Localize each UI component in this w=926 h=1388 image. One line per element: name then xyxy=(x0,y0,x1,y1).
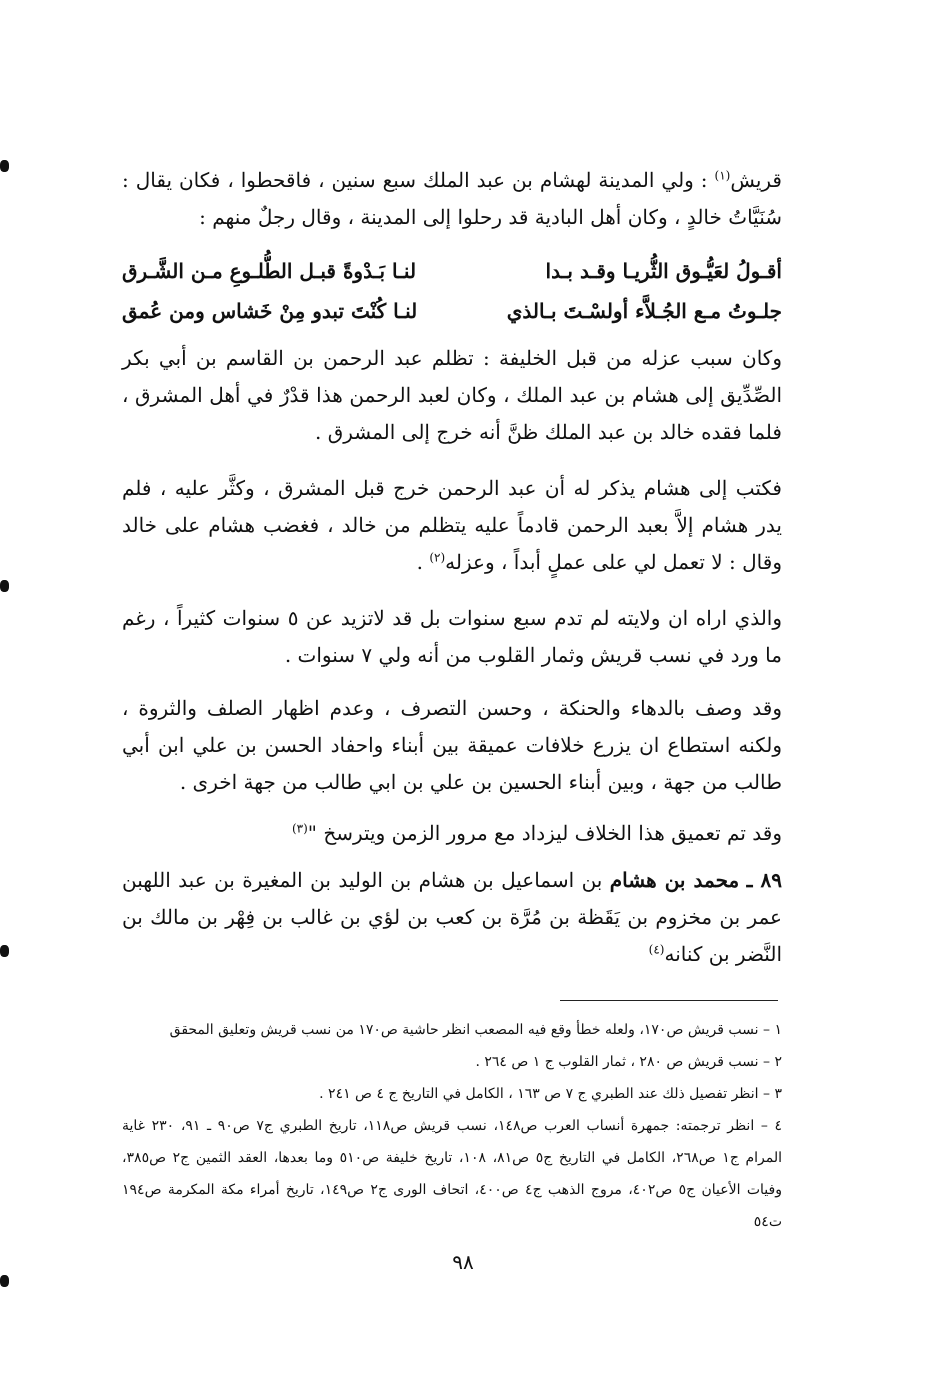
scan-mark xyxy=(0,945,9,957)
entry-name: محمد بن هشام xyxy=(609,868,740,892)
footnote-1: ١ – نسب قريش ص١٧٠، ولعله خطأ وقع فيه المصعب انظر حاشية ص١٧٠ من نسب قريش وتعليق المحقق xyxy=(169,1022,782,1038)
paragraph-1-lead: قريش xyxy=(730,168,782,192)
footnote-ref-3[interactable]: (٣) xyxy=(291,821,308,836)
paragraph-3 xyxy=(122,470,782,581)
poem-line-2-second-half: لنـا كُنْتَ تبدو مِنْ خَشاس ومن عُمق xyxy=(122,299,418,323)
scan-mark xyxy=(0,160,9,172)
poem-line-1 xyxy=(122,251,782,291)
paragraph-4 xyxy=(122,600,782,674)
paragraph-2 xyxy=(122,340,782,451)
paragraph-1-text: : ولي المدينة لهشام بن عبد الملك سبع سنين ، فاقحطوا ، فكان يقال : سُنَيَّاتُ خالدٍ ، وكان أهل البادية قد رحلوا إلى المدينة ، وقال رجلٌ منهم : xyxy=(122,168,782,229)
footnote-3: ٣ – انظر تفصيل ذلك عند الطبري ج ٧ ص ١٦٣ ، الكامل في التاريخ ج ٤ ص ٢٤١ . xyxy=(319,1086,782,1102)
poem xyxy=(122,251,782,331)
scan-mark xyxy=(0,580,9,592)
paragraph-4-text: والذي اراه ان ولايته لم تدم سبع سنوات بل قد لاتزيد عن ٥ سنوات كثيراً ، رغم ما ورد في نسب قريش وثمار القلوب من أنه ولي ٧ سنوات . xyxy=(122,606,782,667)
footnote-4: ٤ – انظر ترجمته: جمهرة أنساب العرب ص١٤٨، نسب قريش ص١١٨، تاريخ الطبري ج٧ ص٩٠ ـ ٩١، ٢٣٠ غاية المرام ج١ ص٢٦٨، الكامل في التاريخ ج٥ ص٨١، ١٠٨، تاريخ خليفة ص٥١٠ وما بعدها، العقد الثمين ج٢ ص٣٨٥، وفيات الأعيان ج٥ ص٤٠٢، مروج الذهب ج٤ ص٤٠٠، اتحاف الورى ج٢ ص١٤٩، تاريخ أمراء مكة المكرمة ص١٩٤ ت٥٤ xyxy=(122,1118,783,1230)
paragraph-6 xyxy=(122,815,782,852)
paragraph-5-text: وقد وصف بالدهاء والحنكة ، وحسن التصرف ، وعدم اظهار الصلف والثروة ، ولكنه استطاع ان يزرع خلافات عميقة بين أبناء واحفاد الحسن بن علي ابن أبي طالب من جهة ، وبين أبناء الحسين بن علي بن ابي طالب من جهة اخرى . xyxy=(122,696,782,794)
footnote-2: ٢ – نسب قريش ص ٢٨٠ ، ثمار القلوب ج ١ ص ٢٦٤ . xyxy=(475,1054,782,1070)
entry-number: ٨٩ ـ xyxy=(746,868,783,892)
footnote-ref-4[interactable]: (٤) xyxy=(648,942,665,957)
biography-entry xyxy=(122,862,782,973)
footnote-ref-1[interactable]: (١) xyxy=(714,168,731,183)
paragraph-5 xyxy=(122,690,782,801)
entry-text: بن اسماعيل بن هشام بن الوليد بن المغيرة بن عبد اللهبن عمر بن مخزوم بن يَقَظة بن مُرَّة بن كعب بن لؤي بن غالب بن فِهْر بن مالك بن النَّضر بن كنانه xyxy=(122,868,782,966)
footnotes xyxy=(122,1014,782,1238)
poem-line-1-second-half: لنـا بَـدْوةً قبـل الطُّلـوعِ مـن الشَّـرق xyxy=(122,259,417,283)
poem-line-2 xyxy=(122,291,782,331)
poem-line-2-first-half: جلـوتُ مـع الجُـلاَّء أولسْـتَ بـالذي xyxy=(506,299,782,323)
footnote-separator xyxy=(560,1000,778,1001)
poem-line-1-first-half: أقـولُ لعَيُّـوق الثُّريـا وقـد بـدا xyxy=(545,259,782,283)
page-number: ٩٨ xyxy=(452,1250,474,1274)
paragraph-3-text: فكتب إلى هشام يذكر له أن عبد الرحمن خرج قبل المشرق ، وكثَّر عليه ، فلم يدر هشام إلاَّ بعبد الرحمن قادماً عليه يتظلم من خالد ، فغضب هشام على خالد وقال : لا تعمل لي على عملٍ أبداً ، وعزله xyxy=(122,476,782,574)
paragraph-2-text: وكان سبب عزله من قبل الخليفة : تظلم عبد الرحمن بن القاسم بن أبي بكر الصِّدِّيق إلى هشام بن عبد الملك ، وكان لعبد الرحمن هذا قدْرٌ في أهل المشرق ، فلما فقده خالد بن عبد الملك ظنَّ أنه خرج إلى المشرق . xyxy=(122,346,782,444)
paragraph-3-end: . xyxy=(416,550,430,574)
paragraph-6-text: وقد تم تعميق هذا الخلاف ليزداد مع مرور الزمن ويترسخ " xyxy=(307,821,782,845)
footnote-ref-2[interactable]: (٢) xyxy=(429,550,446,565)
paragraph-1 xyxy=(122,162,782,236)
scan-mark xyxy=(0,1275,9,1287)
